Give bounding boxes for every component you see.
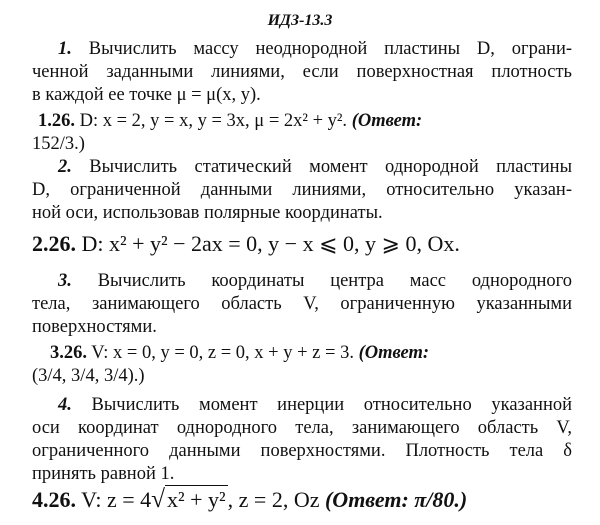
variant-1-26 bbox=[0, 110, 572, 156]
task-3-text-1: Вычислить координаты центра масс однородного bbox=[97, 271, 573, 291]
variant-1-26-answer-value: 152/3.) bbox=[32, 134, 85, 154]
task-2-text-1: Вычислить статический момент однородной пластины bbox=[89, 157, 572, 177]
task-1 bbox=[0, 38, 572, 107]
task-3-line-2: тела, занимающего область V, ограниченную указанными bbox=[32, 294, 572, 314]
variant-4-26-answer-value: π/80.) bbox=[414, 487, 468, 512]
document-header: ИДЗ-13.3 bbox=[267, 12, 333, 29]
task-4-line-3: ограниченного данными поверхностями. Плотность тела δ bbox=[32, 441, 572, 461]
task-1-line-1 bbox=[58, 38, 572, 61]
variant-4-26-number: 4.26. bbox=[32, 487, 76, 512]
task-3-number: 3. bbox=[58, 271, 72, 291]
variant-3-26-answer-label: (Ответ: bbox=[358, 343, 430, 363]
variant-2-26-formula: D: x² + y² − 2ax = 0, y − x ⩽ 0, y ⩾ 0, Ox. bbox=[81, 231, 460, 256]
task-4 bbox=[0, 394, 572, 486]
task-1-line-2: ченной заданными линиями, если поверхностная плотность bbox=[32, 62, 572, 82]
variant-2-26 bbox=[0, 232, 572, 255]
task-3-line-1 bbox=[58, 270, 572, 293]
variant-4-26-answer-label: (Ответ: bbox=[324, 487, 409, 512]
variant-3-26-line-1 bbox=[50, 342, 572, 365]
variant-1-26-number: 1.26. bbox=[38, 111, 75, 131]
variant-4-26-formula-post: , z = 2, Oz bbox=[227, 487, 320, 512]
task-2-line-1 bbox=[58, 156, 572, 179]
variant-4-26-formula-pre: V: z = 4 bbox=[81, 487, 152, 512]
variant-3-26-number: 3.26. bbox=[50, 343, 87, 363]
variant-1-26-formula: D: x = 2, y = x, y = 3x, μ = 2x² + y². bbox=[79, 111, 348, 131]
variant-3-26 bbox=[0, 342, 572, 388]
task-4-line-2: оси координат однородного тела, занимающего область V, bbox=[32, 418, 572, 438]
variant-1-26-answer-label: (Ответ: bbox=[351, 111, 423, 131]
task-2 bbox=[0, 156, 572, 225]
task-4-number: 4. bbox=[58, 395, 72, 415]
task-1-number: 1. bbox=[58, 39, 72, 59]
task-1-line-3: в каждой ее точке μ = μ(x, y). bbox=[32, 85, 261, 105]
task-4-text-1: Вычислить момент инерции относительно указанной bbox=[91, 395, 572, 415]
task-1-text-1: Вычислить массу неоднородной пластины D, ограни- bbox=[88, 39, 573, 59]
sqrt-symbol: √x² + y² bbox=[151, 485, 226, 513]
task-3 bbox=[0, 270, 572, 339]
variant-3-26-answer-value: (3/4, 3/4, 3/4).) bbox=[32, 366, 145, 386]
variant-4-26-line bbox=[32, 485, 572, 513]
variant-3-26-formula: V: x = 0, y = 0, z = 0, x + y + z = 3. bbox=[91, 343, 354, 363]
variant-4-26 bbox=[0, 485, 572, 513]
task-3-line-3: поверхностями. bbox=[32, 317, 157, 337]
task-4-line-1 bbox=[58, 394, 572, 417]
variant-2-26-line bbox=[32, 232, 572, 255]
task-2-number: 2. bbox=[58, 157, 72, 177]
variant-1-26-line-1 bbox=[38, 110, 572, 133]
task-4-line-4: принять равной 1. bbox=[32, 464, 175, 484]
task-2-line-2: D, ограниченной данными линиями, относительно указан- bbox=[32, 180, 572, 200]
task-2-line-3: ной оси, использовав полярные координаты. bbox=[32, 203, 383, 223]
variant-2-26-number: 2.26. bbox=[32, 231, 76, 256]
variant-4-26-radicand: x² + y² bbox=[167, 487, 226, 512]
